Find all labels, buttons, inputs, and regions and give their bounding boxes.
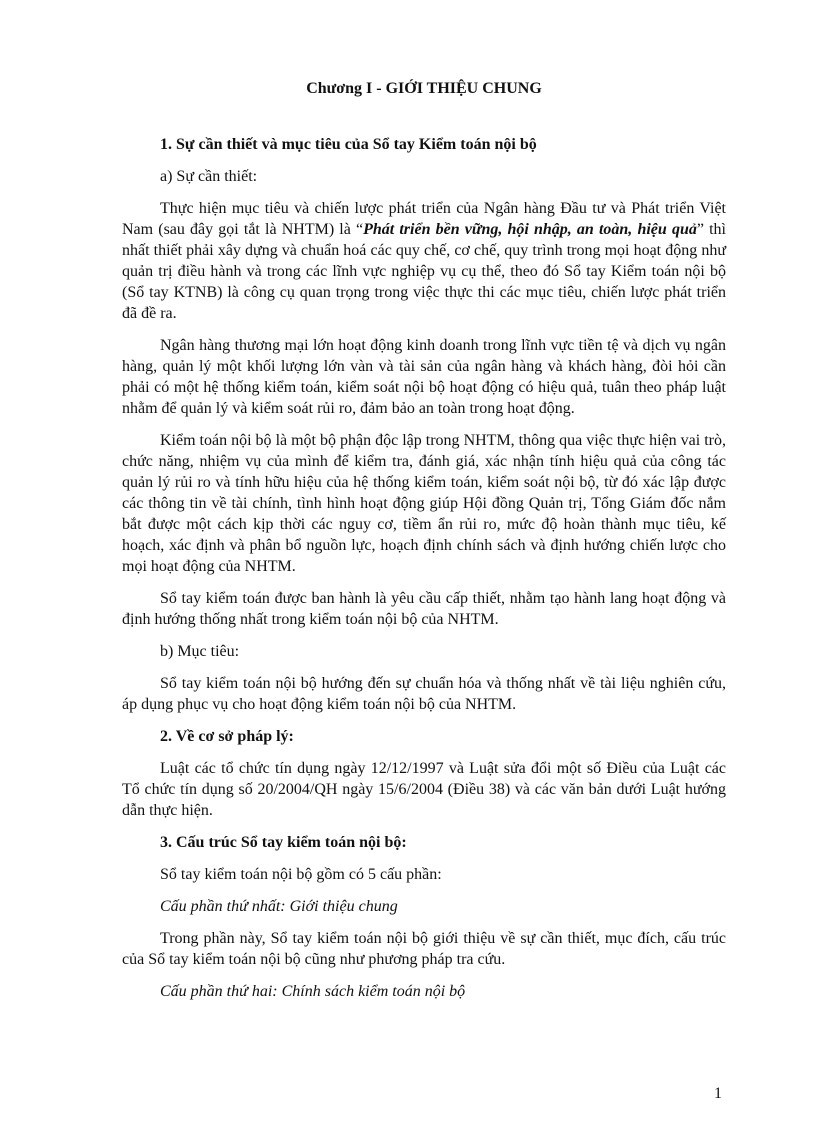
paragraph-1-end: ” thì nhất thiết phải xây dựng và chuẩn hoá các quy chế, cơ chế, quy trình trong mọi hoạt động như quản trị điều hành và trong các lĩnh vực nghiệp vụ cụ thể, theo đó Sổ tay Kiểm toán nội bộ (Sổ tay KTNB) là công cụ quan trọng trong việc thực thi các mục tiêu, chiến lược phát triển đã đề ra. bbox=[122, 221, 726, 322]
paragraph-1 bbox=[122, 198, 726, 324]
paragraph-2: Ngân hàng thương mại lớn hoạt động kinh doanh trong lĩnh vực tiền tệ và dịch vụ ngân hàng, quản lý một khối lượng lớn vàn và tài sản của ngân hàng và khách hàng, đòi hỏi cần phải có một hệ thống kiểm toán, kiểm soát nội bộ hoạt động có hiệu quả, tuân theo pháp luật nhằm để quản lý và kiểm soát rủi ro, đảm bảo an toàn trong hoạt động. bbox=[122, 337, 726, 417]
paragraph-1-start: Thực hiện mục tiêu và chiến lược phát triển của Ngân hàng Đầu tư và Phát triển Việt Nam (sau đây gọi tắt là NHTM) là “ bbox=[122, 200, 726, 238]
paragraph-5: Sổ tay kiểm toán nội bộ hướng đến sự chuẩn hóa và thống nhất về tài liệu nghiên cứu, áp dụng phục vụ cho hoạt động kiểm toán nội bộ của NHTM. bbox=[122, 675, 726, 713]
paragraph-7: Sổ tay kiểm toán nội bộ gồm có 5 cấu phần: bbox=[160, 866, 442, 883]
paragraph-8: Trong phần này, Sổ tay kiểm toán nội bộ giới thiệu về sự cần thiết, mục đích, cấu trúc của Sổ tay kiểm toán nội bộ cũng như phương pháp tra cứu. bbox=[122, 930, 726, 968]
section-1-heading: 1. Sự cần thiết và mục tiêu của Sổ tay Kiểm toán nội bộ bbox=[160, 136, 537, 153]
part-1-title: Cấu phần thứ nhất: Giới thiệu chung bbox=[160, 898, 398, 915]
section-2-heading: 2. Về cơ sở pháp lý: bbox=[160, 728, 294, 745]
paragraph-3: Kiểm toán nội bộ là một bộ phận độc lập trong NHTM, thông qua việc thực hiện vai trò, chức năng, nhiệm vụ của mình để kiểm tra, đánh giá, xác nhận tính hiệu quả của công tác quản lý rủi ro và tính hữu hiệu của hệ thống kiểm toán, kiểm soát nội bộ, từ đó xác lập được các thông tin về tài chính, tình hình hoạt động giúp Hội đồng Quản trị, Tổng Giám đốc nắm bắt được một cách kịp thời các nguy cơ, tiềm ẩn rủi ro, mức độ hoàn thành mục tiêu, kế hoạch, xác định và phân bổ nguồn lực, hoạch định chính sách và định hướng chiến lược cho mọi hoạt động của NHTM. bbox=[122, 432, 726, 575]
section-1b-subheading: b) Mục tiêu: bbox=[160, 643, 240, 660]
paragraph-4: Sổ tay kiểm toán được ban hành là yêu cầu cấp thiết, nhằm tạo hành lang hoạt động và định hướng thống nhất trong kiểm toán nội bộ của NHTM. bbox=[122, 590, 726, 628]
page-number: 1 bbox=[714, 1085, 722, 1102]
chapter-title: Chương I - GIỚI THIỆU CHUNG bbox=[306, 80, 542, 97]
slogan-emphasis: Phát triển bền vững, hội nhập, an toàn, hiệu quả bbox=[363, 221, 697, 238]
section-1a-subheading: a) Sự cần thiết: bbox=[160, 168, 258, 185]
section-3-heading: 3. Cấu trúc Sổ tay kiểm toán nội bộ: bbox=[160, 834, 407, 851]
part-2-title: Cấu phần thứ hai: Chính sách kiểm toán nội bộ bbox=[160, 983, 466, 1000]
paragraph-6: Luật các tổ chức tín dụng ngày 12/12/1997 và Luật sửa đổi một số Điều của Luật các Tổ chức tín dụng số 20/2004/QH ngày 15/6/2004 (Điều 38) và các văn bản dưới Luật hướng dẫn thực hiện. bbox=[122, 760, 726, 819]
page-content bbox=[122, 78, 726, 1013]
